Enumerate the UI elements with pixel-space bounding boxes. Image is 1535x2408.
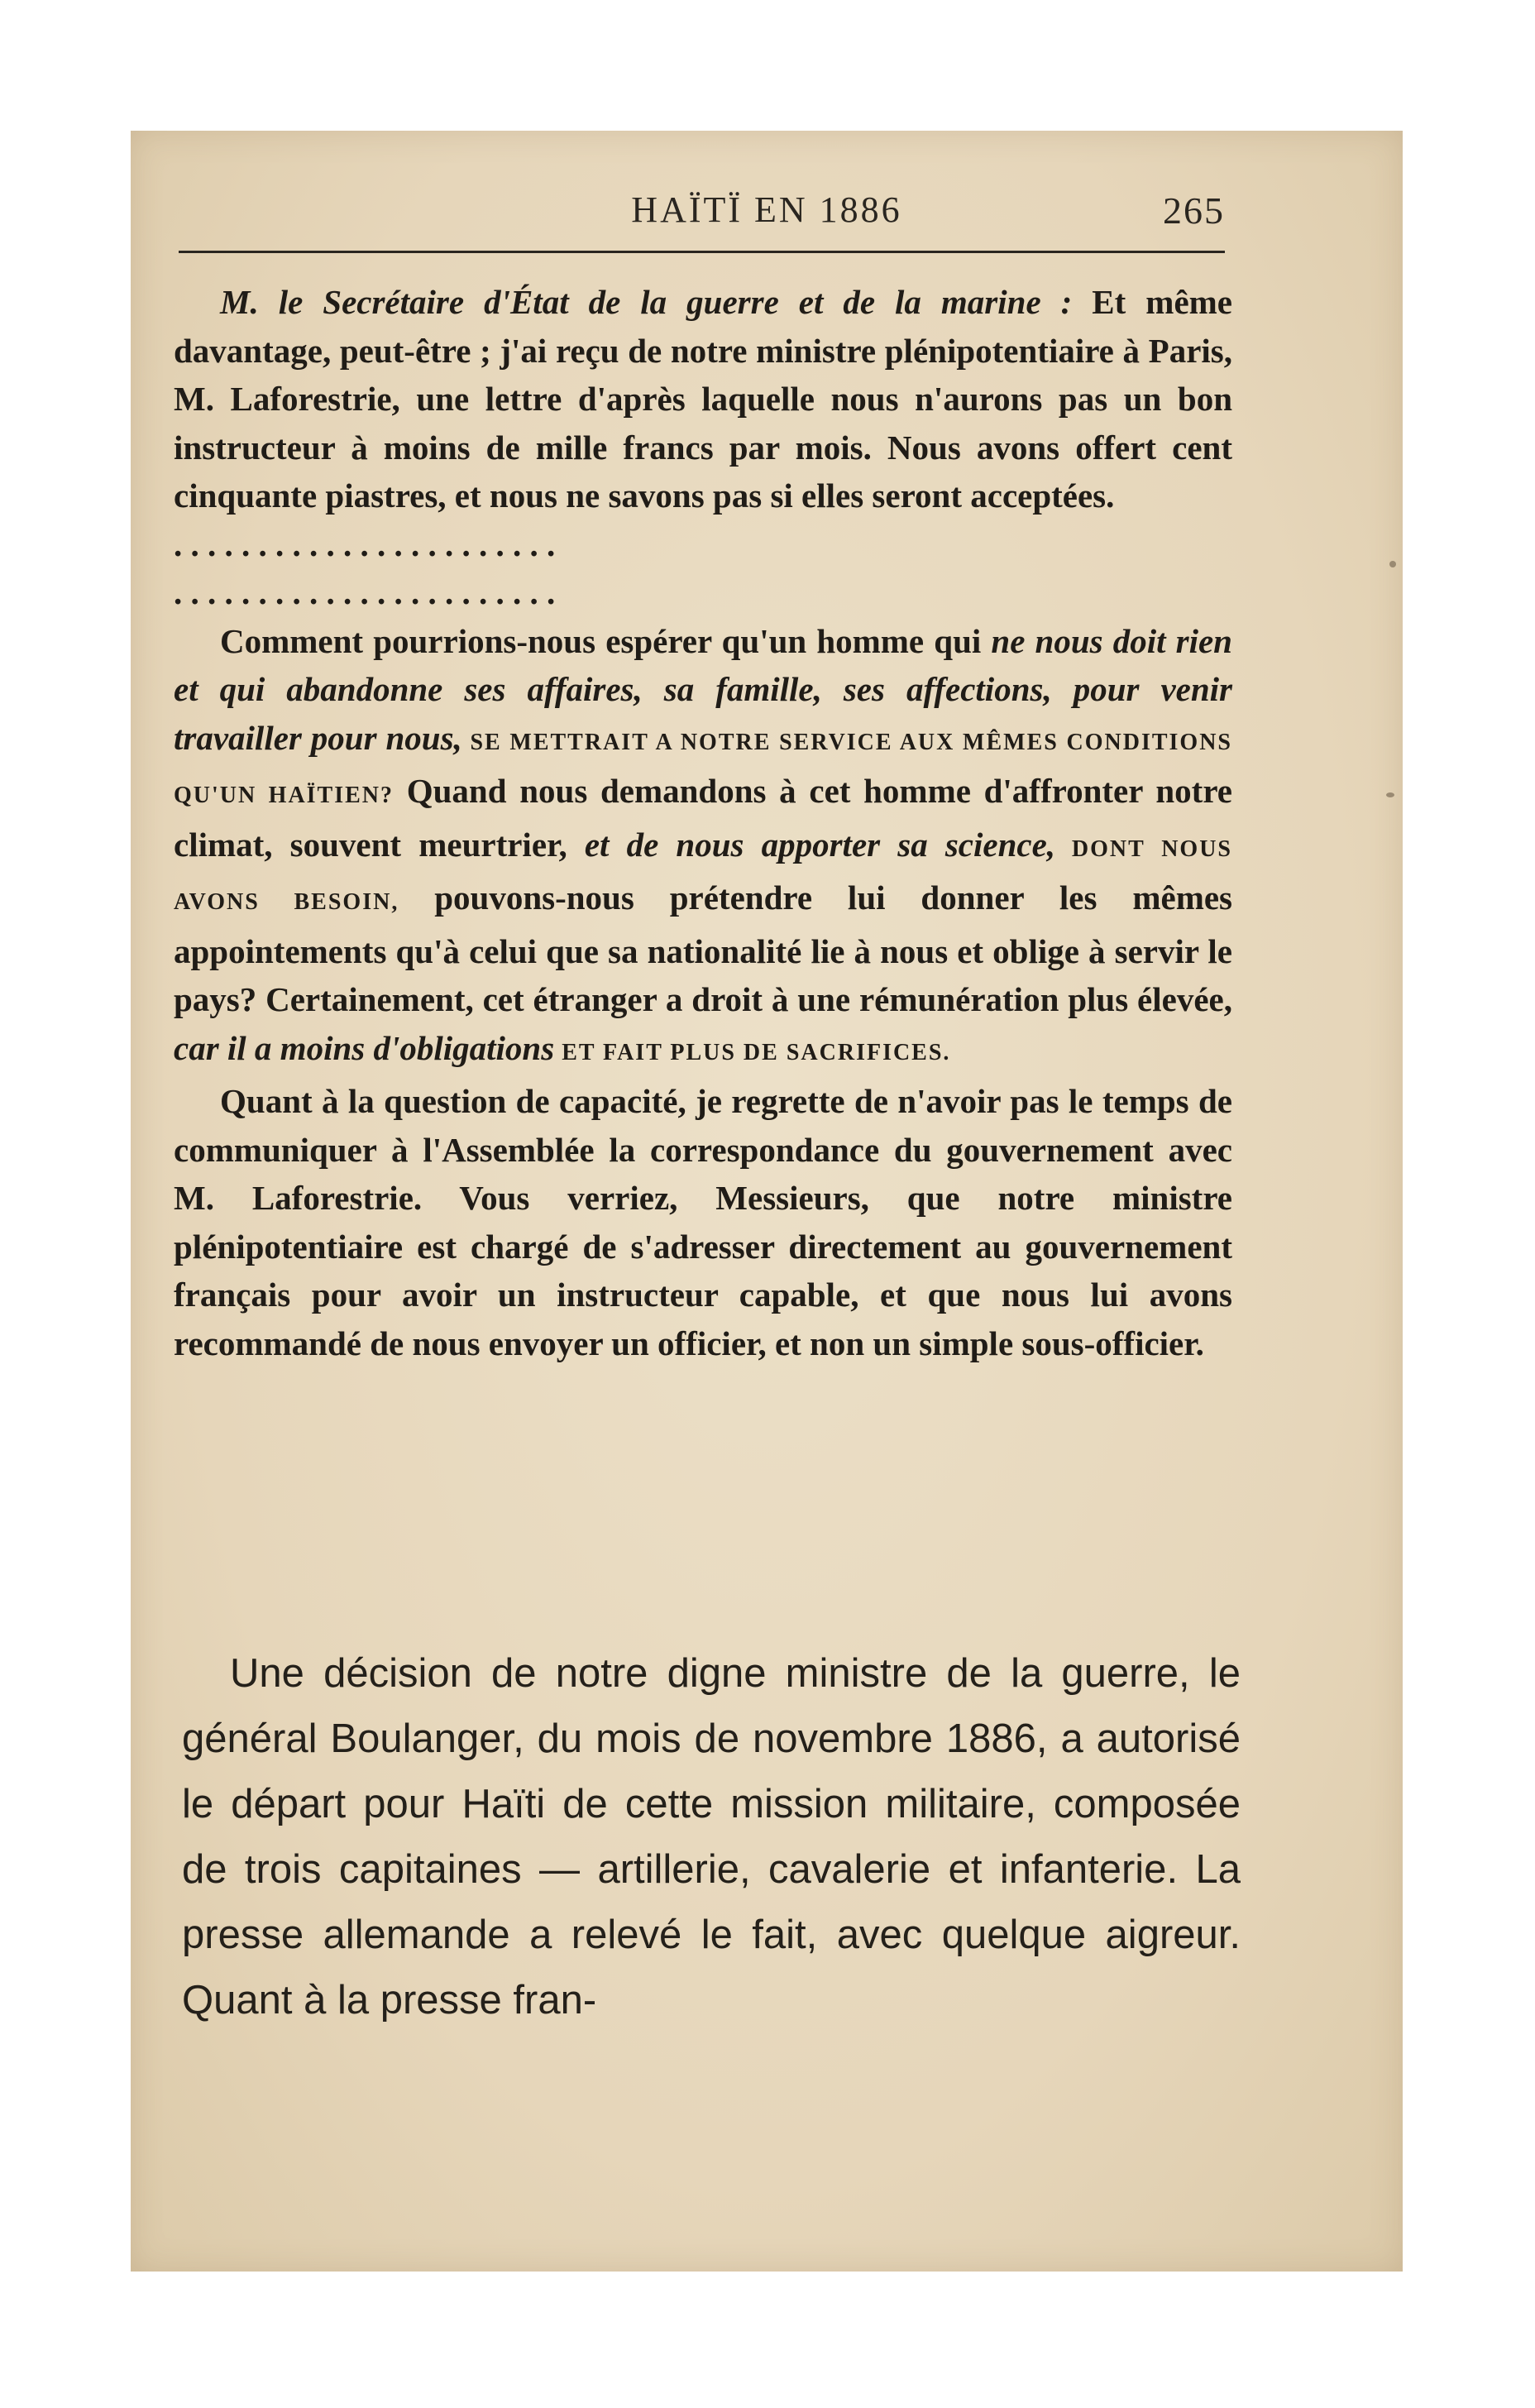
p2-segment-a: Comment pourrions-nous espérer qu'un homme qui — [220, 621, 992, 660]
ellipsis-line-2: . . . . . . . . . . . . . . . . . . . . . . . — [174, 573, 556, 611]
book-page — [131, 131, 1403, 2272]
quote-paragraph-2 — [174, 617, 1232, 1078]
p2-segment-f-smallcaps: DONT NOUS AVONS BESOIN, — [174, 835, 1232, 915]
ellipsis-lines — [174, 520, 1232, 569]
quote-paragraph-3: Quant à la question de capacité, je regrette de n'avoir pas le temps de communiquer à l'Assemblée la correspondance du gouvernement avec M. Laforestrie. Vous verriez, Messieurs, que notre ministre plénipotentiaire est chargé de s'adresser directement au gouvernement français pour avoir un instructeur capable, et que nous lui avons recommandé de nous envoyer un officier, et non un simple sous-officier. — [174, 1082, 1232, 1362]
quoted-speech — [174, 278, 1232, 1367]
page-number: 265 — [1163, 189, 1225, 232]
ellipsis-line-1: . . . . . . . . . . . . . . . . . . . . . . . — [174, 524, 556, 563]
main-text — [182, 1641, 1241, 2033]
p2-segment-e-italic: et de nous apporter sa science, — [584, 825, 1056, 864]
p2-segment-i-smallcaps: ET FAIT PLUS DE SACRIFICES. — [554, 1039, 951, 1065]
header-rule — [179, 251, 1225, 253]
p2-segment-h-italic: car il a moins d'obligations — [174, 1028, 555, 1067]
page-speck — [1386, 792, 1394, 797]
quote-p1-text: Et même davantage, peut-être ; j'ai reçu de notre ministre plénipotentiaire à Paris, M. Laforestrie, une lettre d'après laquelle nous n'aurons pas un bon instructeur à moins de mille francs par mois. Nous avons offert cent cinquante piastres, et nous ne savons pas si elles seront acceptées. — [174, 283, 1233, 515]
ellipsis-lines-2 — [174, 568, 1232, 617]
quote-paragraph-1 — [174, 278, 1232, 520]
main-paragraph: Une décision de notre digne ministre de la guerre, le général Boulanger, du mois de novembre 1886, a autorisé le départ pour Haïti de cette mission militaire, composée de trois capitaines — artillerie, cavalerie et infanterie. La presse allemande a relevé le fait, avec quelque aigreur. Quant à la presse fran- — [182, 1651, 1241, 2023]
p2-segment-b-italic: ne nous doit rien et qui abandonne ses affaires, sa famille, ses affections, pour venir travailler pour nous, — [174, 621, 1232, 757]
running-title: HAÏTÏ EN 1886 — [631, 189, 902, 230]
running-head — [131, 189, 1403, 238]
speaker-label: M. le Secrétaire d'État de la guerre et de la marine : — [220, 283, 1073, 321]
p2-segment-c-smallcaps: SE METTRAIT A NOTRE SERVICE AUX MÊMES CONDITIONS QU'UN HAÏTIEN? — [174, 729, 1232, 808]
p2-segment-g: pouvons-nous prétendre lui donner les mêmes appointements qu'à celui que sa nationalité lie à nous et oblige à servir le pays? Certainement, cet étranger a droit à une rémunération plus élevée, — [174, 878, 1232, 1018]
page-speck — [1389, 561, 1396, 567]
p2-segment-d: Quand nous demandons à cet homme d'affronter notre climat, souvent meurtrier, — [174, 772, 1232, 864]
